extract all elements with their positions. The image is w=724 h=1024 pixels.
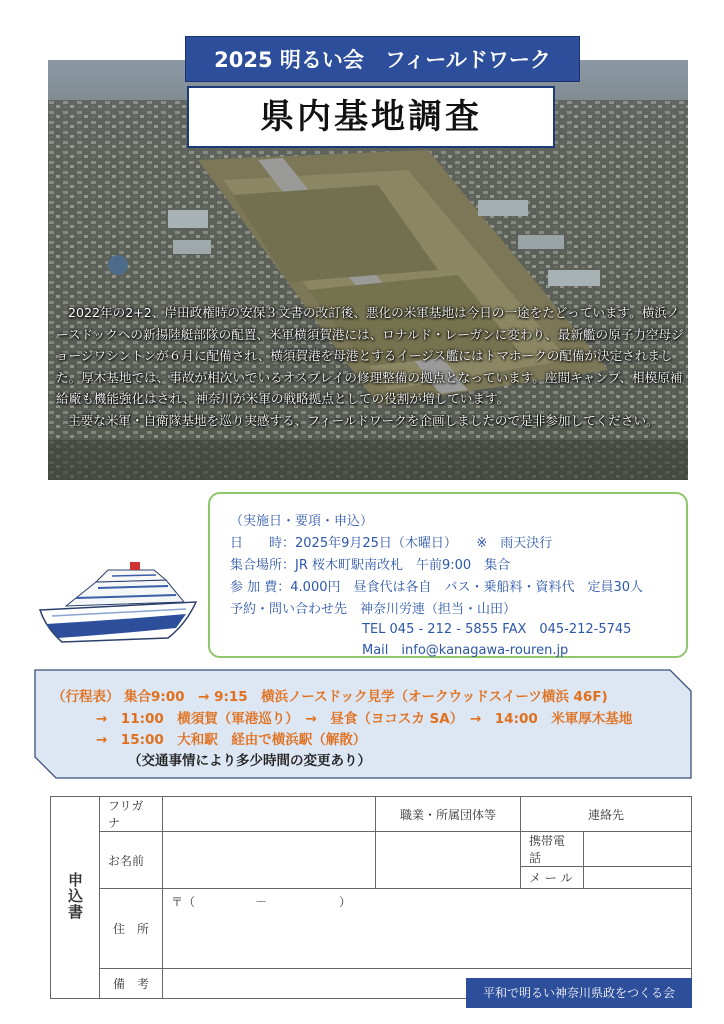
meeting-place: 集合場所：JR 桜木町駅南改札 午前9:00 集合 xyxy=(230,558,511,573)
schedule-note: （交通事情により多少時間の変更あり） xyxy=(128,753,371,769)
schedule-line-1: 集合9:00 → 9:15 横浜ノースドック見学（オークウッドスイーツ横浜 46F) xyxy=(124,689,608,705)
schedule-line-3: → 15:00 大和駅 経由で横浜駅（解散） xyxy=(96,732,367,748)
mobile-label: 携帯電話 xyxy=(521,832,584,867)
mobile-field[interactable] xyxy=(584,832,692,867)
participation-fee: 参 加 費：4.000円 昼食代は各自 バス・乗船料・資料代 定員30人 xyxy=(230,580,644,595)
intro-text xyxy=(56,302,686,432)
event-date: 日 時：2025年9月25日（木曜日） ※ 雨天決行 xyxy=(230,536,553,551)
cruise-ship-icon xyxy=(36,562,204,644)
furigana-label: フリガナ xyxy=(100,797,163,832)
contact-label: 連絡先 xyxy=(521,797,692,832)
address-label: 住 所 xyxy=(100,889,163,969)
organizer-footer: 平和で明るい神奈川県政をつくる会 xyxy=(466,978,692,1008)
contact-org: 予約・問い合わせ先 神奈川労連（担当・山田） xyxy=(230,602,517,617)
contact-phone: TEL 045 - 212 - 5855 FAX 045-212-5745 xyxy=(362,622,632,637)
main-title: 県内基地調査 xyxy=(187,86,555,148)
schedule-line-2: → 11:00 横須賀（軍港巡り） → 昼食（ヨコスカ SA） → 14:00 米軍厚木基地 xyxy=(96,711,633,727)
form-side-label: 申込書 xyxy=(51,797,100,999)
address-field[interactable] xyxy=(163,889,692,969)
occupation-label: 職業・所属団体等 xyxy=(376,797,521,832)
schedule-label: （行程表） xyxy=(52,689,120,705)
remarks-label: 備 考 xyxy=(100,969,163,999)
email-field[interactable] xyxy=(584,867,692,889)
schedule-panel xyxy=(34,669,692,779)
application-form xyxy=(50,796,692,991)
event-info-box xyxy=(208,492,688,658)
info-heading: （実施日・要項・申込） xyxy=(230,514,374,529)
furigana-field[interactable] xyxy=(163,797,376,832)
email-label: メ ー ル xyxy=(521,867,584,889)
occupation-field[interactable] xyxy=(376,832,521,889)
intro-paragraph-1: 2022年の2+2、岸田政権時の安保３文書の改訂後、悪化の米軍基地は今日の一途をたどっています。横浜ノースドックへの新揚陸艇部隊の配置、米軍横須賀港には、ロナルド・レーガンに変わり、最新艦の原子力空母ジョージワシントンが６月に配備され、横須賀港を母港とするイージス艦にはトマホークの配備が決定されました。厚木基地では、事故が相次いでいるオスプレイの修理整備の拠点となっています。座間キャンプ、相模原補給廠も機能強化はされ、神奈川が米軍の戦略拠点としての役割が増しています。 xyxy=(56,305,684,407)
name-label: お名前 xyxy=(100,832,163,889)
contact-mail: Mail info@kanagawa-rouren.jp xyxy=(362,643,569,658)
name-field[interactable] xyxy=(163,832,376,889)
event-title-banner: 2025 明るい会 フィールドワーク xyxy=(185,36,580,82)
postal-code-template: 〒（ － ） xyxy=(171,895,352,909)
intro-paragraph-2: 主要な米軍・自衛隊基地を巡り実感する、フィールドワークを企画しましたので是非参加してください。 xyxy=(68,412,659,428)
